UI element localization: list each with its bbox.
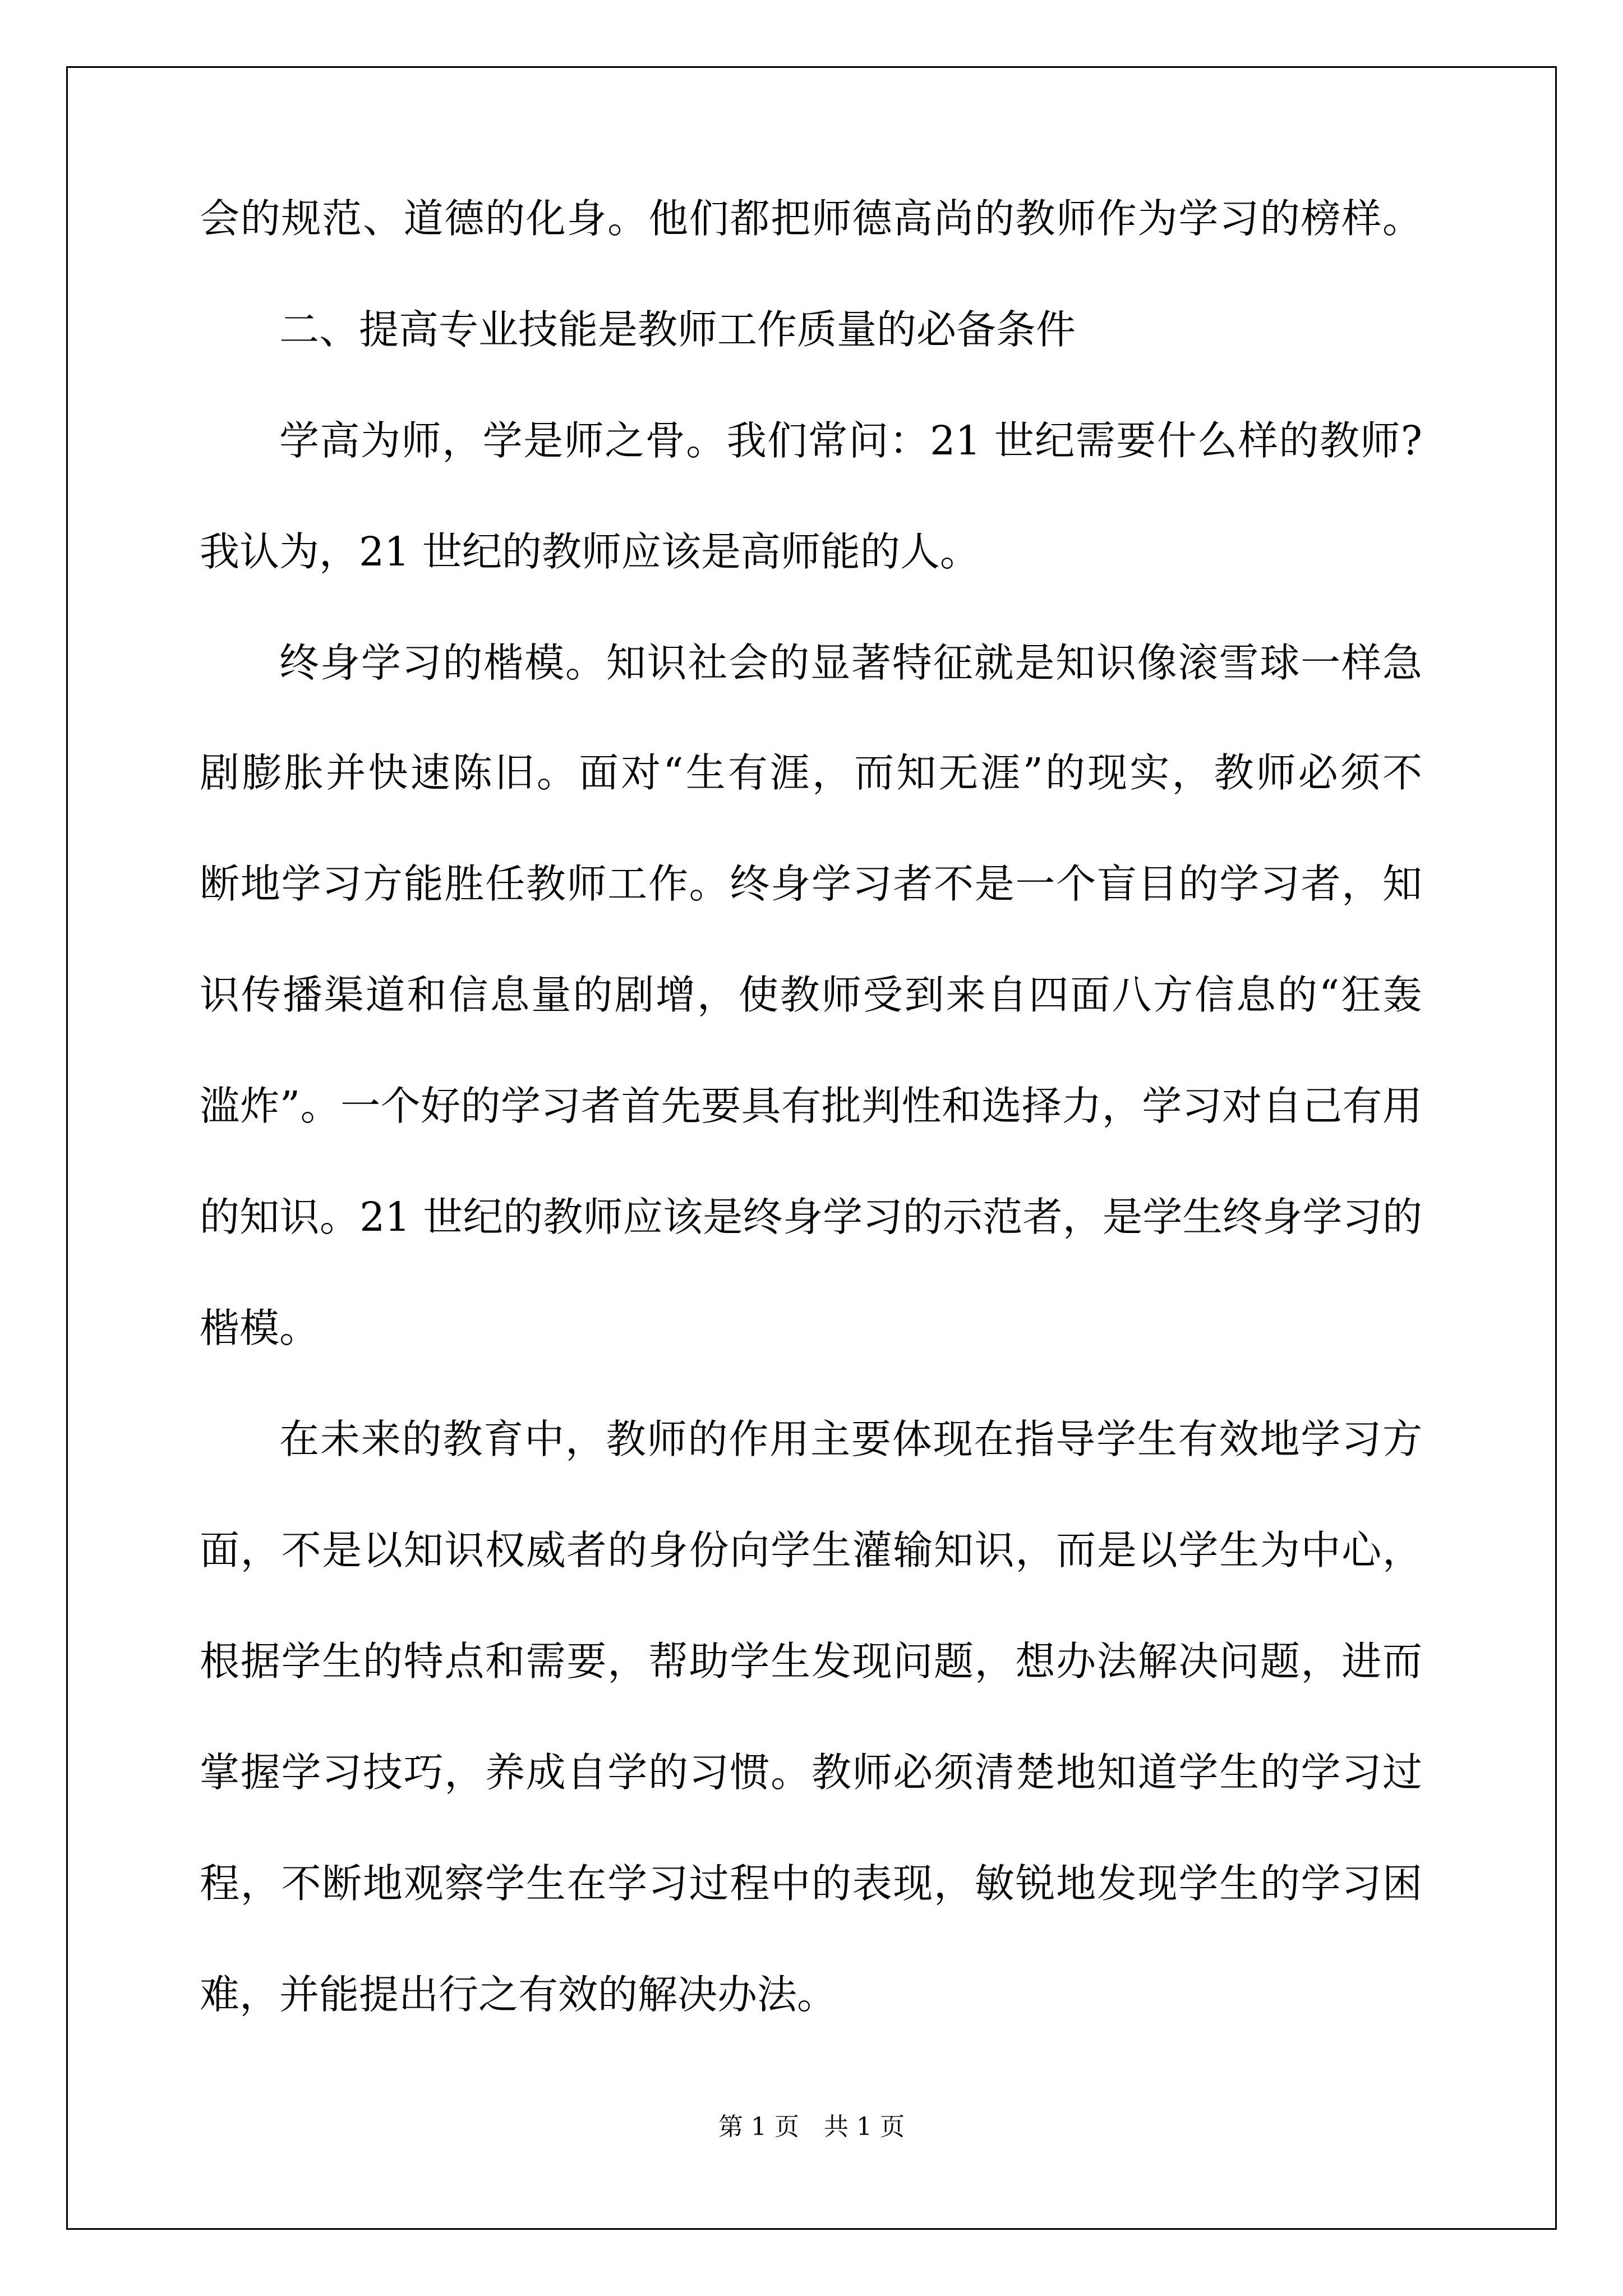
text-line: 剧膨胀并快速陈旧。面对“生有涯，而知无涯”的现实，教师必须不 xyxy=(200,749,1422,796)
text-line: 二、提高专业技能是教师工作质量的必备条件 xyxy=(279,306,1076,353)
text-line: 程，不断地观察学生在学习过程中的表现，敏锐地发现学生的学习困 xyxy=(200,1860,1422,1907)
text-line: 楷模。 xyxy=(200,1305,320,1351)
text-line: 的知识。21 世纪的教师应该是终身学习的示范者，是学生终身学习的 xyxy=(200,1194,1422,1240)
text-line: 断地学习方能胜任教师工作。终身学习者不是一个盲目的学习者，知 xyxy=(200,861,1422,907)
text-line: 滥炸”。一个好的学习者首先要具有批判性和选择力，学习对自己有用 xyxy=(200,1083,1422,1129)
text-line: 学高为师，学是师之骨。我们常问：21 世纪需要什么样的教师? xyxy=(279,417,1422,464)
text-line: 面，不是以知识权威者的身份向学生灌输知识，而是以学生为中心， xyxy=(200,1527,1422,1573)
text-line: 识传播渠道和信息量的剧增，使教师受到来自四面八方信息的“狂轰 xyxy=(200,972,1422,1018)
text-line: 根据学生的特点和需要，帮助学生发现问题，想办法解决问题，进而 xyxy=(200,1638,1422,1685)
text-line: 会的规范、道德的化身。他们都把师德高尚的教师作为学习的榜样。 xyxy=(200,195,1422,242)
text-line: 在未来的教育中，教师的作用主要体现在指导学生有效地学习方 xyxy=(279,1416,1422,1462)
text-line: 终身学习的楷模。知识社会的显著特征就是知识像滚雪球一样急 xyxy=(279,639,1422,686)
text-line: 掌握学习技巧，养成自学的习惯。教师必须清楚地知道学生的学习过 xyxy=(200,1749,1422,1796)
text-line: 我认为，21 世纪的教师应该是高师能的人。 xyxy=(200,528,980,575)
page-footer: 第 1 页 共 1 页 xyxy=(718,2113,905,2141)
text-line: 难，并能提出行之有效的解决办法。 xyxy=(200,1971,837,2018)
